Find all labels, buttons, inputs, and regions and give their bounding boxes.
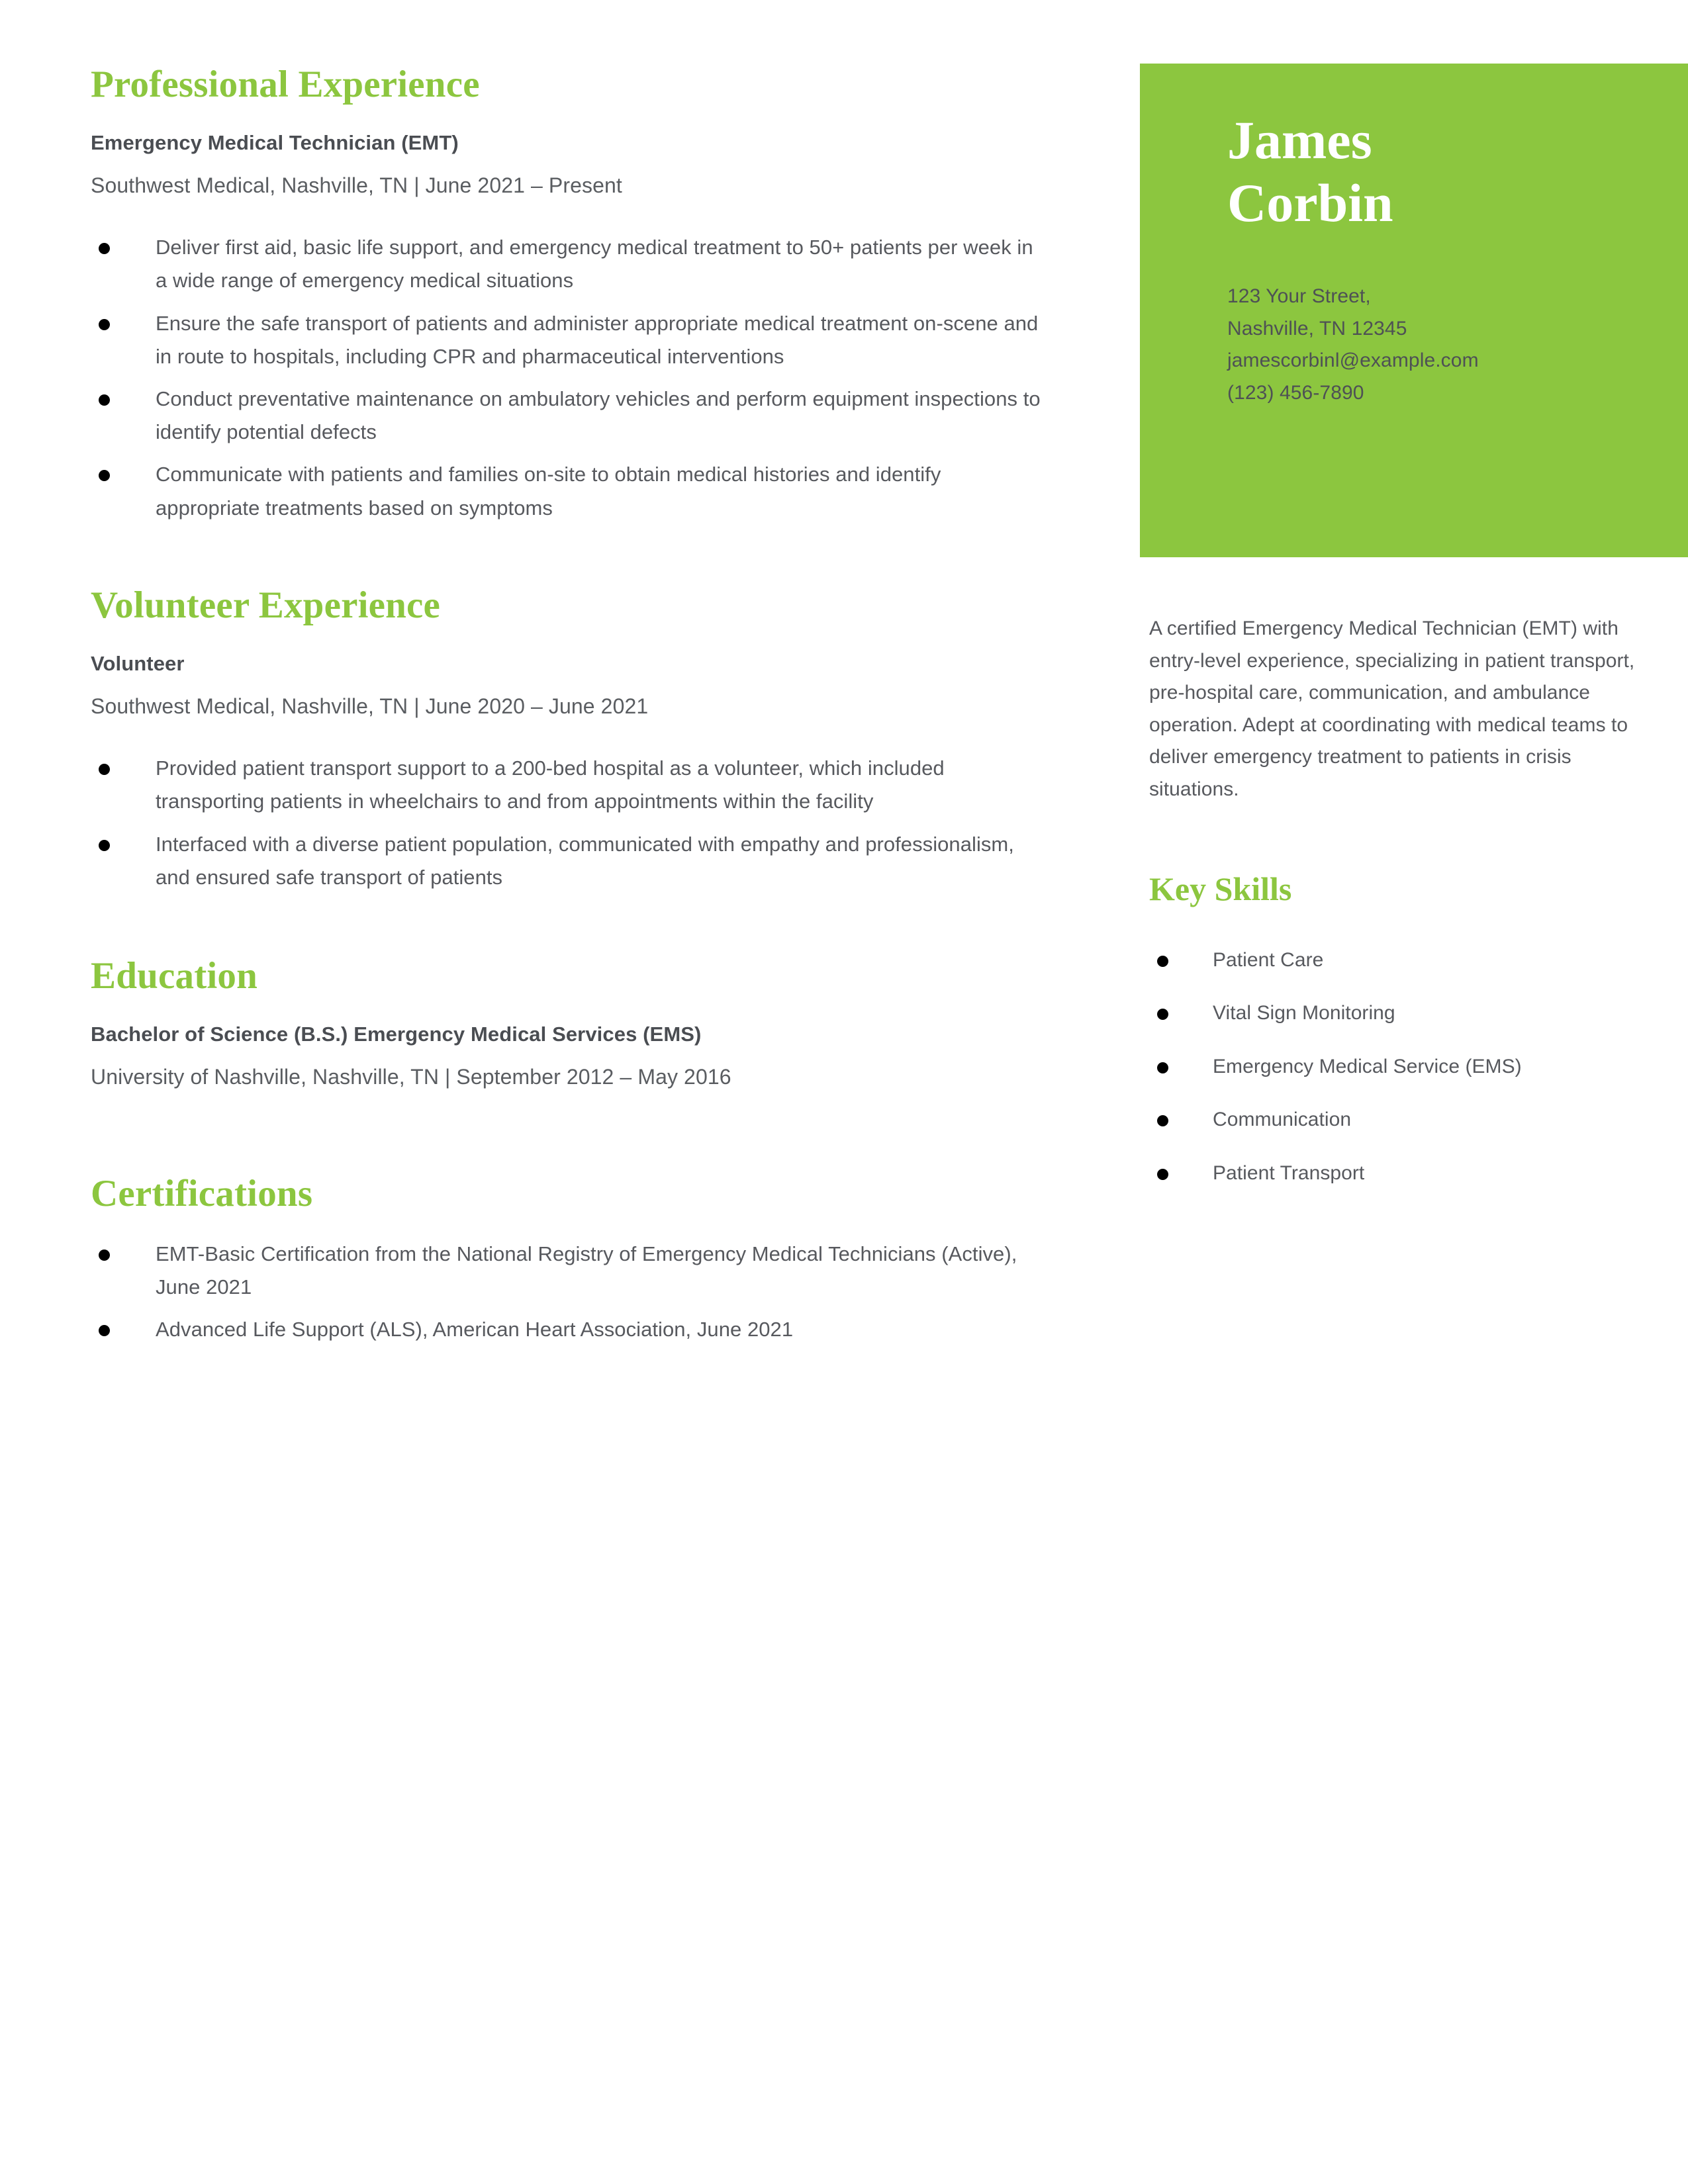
bullet-list-certifications bbox=[91, 1238, 1044, 1347]
section-volunteer-experience bbox=[91, 584, 1044, 894]
education-degree: Bachelor of Science (B.S.) Emergency Medical Services (EMS) bbox=[91, 1022, 702, 1046]
key-skills-list bbox=[1149, 944, 1639, 1190]
job-title-volunteer: Volunteer bbox=[91, 651, 185, 675]
list-item-text: Patient Transport bbox=[1213, 1161, 1365, 1184]
bullet-dot-icon bbox=[1157, 1062, 1168, 1073]
section-professional-experience bbox=[91, 64, 1044, 525]
spacer bbox=[91, 1116, 1044, 1173]
candidate-name-first: James bbox=[1227, 110, 1372, 170]
candidate-name-last: Corbin bbox=[1227, 173, 1393, 234]
list-item-text: Communicate with patients and families on-site to obtain medical histories and identify appropriate treatments based on symptoms bbox=[156, 463, 941, 520]
professional-summary: A certified Emergency Medical Technician (EMT) with entry-level experience, specializing in patient transport, pre-hospital care, communication, and ambulance operation. Adept at coordinating with medical teams to deliver emergency treatment to patients in crisis situations. bbox=[1149, 617, 1635, 800]
job-title-emt: Emergency Medical Technician (EMT) bbox=[91, 130, 459, 154]
bullet-dot-icon bbox=[99, 243, 110, 254]
list-item-text: Deliver first aid, basic life support, and emergency medical treatment to 50+ patients per week in a wide range of emergency medical situations bbox=[156, 236, 1033, 293]
bullet-dot-icon bbox=[1157, 1169, 1168, 1180]
list-item-text: Ensure the safe transport of patients and administer appropriate medical treatment on-scene and in route to hospitals, including CPR and pharmaceutical interventions bbox=[156, 311, 1039, 368]
bullet-dot-icon bbox=[1157, 1115, 1168, 1126]
name-header-block bbox=[1140, 64, 1688, 557]
contact-block bbox=[1227, 281, 1664, 409]
list-item bbox=[91, 383, 1044, 449]
bullet-dot-icon bbox=[1157, 1009, 1168, 1020]
list-item-text: Communication bbox=[1213, 1109, 1352, 1131]
list-item-text: Provided patient transport support to a 200-bed hospital as a volunteer, which included transporting patients in wheelchairs to and from appointments within the facility bbox=[156, 756, 945, 813]
left-column bbox=[91, 64, 1044, 1351]
bullet-dot-icon bbox=[1157, 956, 1168, 967]
list-item bbox=[1149, 997, 1639, 1030]
section-heading-volunteer-experience: Volunteer Experience bbox=[91, 584, 441, 626]
list-item bbox=[1149, 1051, 1639, 1083]
list-item-text: Conduct preventative maintenance on ambulatory vehicles and perform equipment inspections to identify potential defects bbox=[156, 387, 1041, 444]
spacer bbox=[91, 529, 1044, 584]
list-item bbox=[91, 1313, 1044, 1346]
right-column bbox=[1149, 613, 1639, 1190]
section-heading-education: Education bbox=[91, 954, 258, 997]
list-item bbox=[91, 231, 1044, 297]
bullet-dot-icon bbox=[99, 1325, 110, 1336]
candidate-name bbox=[1227, 109, 1651, 234]
bullet-dot-icon bbox=[99, 394, 110, 406]
list-item-text: Emergency Medical Service (EMS) bbox=[1213, 1055, 1522, 1077]
contact-city-state-zip: Nashville, TN 12345 bbox=[1227, 317, 1407, 340]
bullet-list-volunteer-experience bbox=[91, 752, 1044, 894]
list-item-text: EMT-Basic Certification from the National Registry of Emergency Medical Technicians (Active), June 2021 bbox=[156, 1242, 1017, 1299]
list-item-text: Patient Care bbox=[1213, 948, 1324, 971]
list-item bbox=[91, 1238, 1044, 1304]
contact-phone[interactable]: (123) 456-7890 bbox=[1227, 381, 1364, 404]
section-heading-key-skills: Key Skills bbox=[1149, 870, 1292, 907]
bullet-dot-icon bbox=[99, 470, 110, 481]
education-meta: University of Nashville, Nashville, TN | September 2012 – May 2016 bbox=[91, 1064, 731, 1089]
section-heading-certifications: Certifications bbox=[91, 1173, 313, 1215]
list-item bbox=[1149, 1158, 1639, 1190]
bullet-list-professional-experience bbox=[91, 231, 1044, 525]
list-item-text: Interfaced with a diverse patient population, communicated with empathy and professionalism, and ensured safe transport of patients bbox=[156, 832, 1014, 889]
list-item bbox=[1149, 944, 1639, 977]
section-heading-professional-experience: Professional Experience bbox=[91, 64, 480, 105]
list-item bbox=[91, 458, 1044, 524]
job-meta-volunteer: Southwest Medical, Nashville, TN | June 2020 – June 2021 bbox=[91, 694, 649, 718]
bullet-dot-icon bbox=[99, 840, 110, 851]
job-meta-emt: Southwest Medical, Nashville, TN | June 2021 – Present bbox=[91, 173, 622, 197]
section-education bbox=[91, 955, 1044, 1092]
list-item bbox=[91, 307, 1044, 373]
bullet-dot-icon bbox=[99, 319, 110, 330]
bullet-dot-icon bbox=[99, 764, 110, 775]
list-item-text: Vital Sign Monitoring bbox=[1213, 1002, 1395, 1024]
list-item-text: Advanced Life Support (ALS), American Heart Association, June 2021 bbox=[156, 1318, 794, 1342]
bullet-dot-icon bbox=[99, 1250, 110, 1261]
list-item bbox=[91, 752, 1044, 818]
spacer bbox=[91, 898, 1044, 955]
contact-street: 123 Your Street, bbox=[1227, 285, 1371, 307]
list-item bbox=[91, 828, 1044, 894]
contact-email[interactable]: jamescorbinl@example.com bbox=[1227, 349, 1479, 372]
list-item bbox=[1149, 1104, 1639, 1136]
section-certifications bbox=[91, 1173, 1044, 1346]
